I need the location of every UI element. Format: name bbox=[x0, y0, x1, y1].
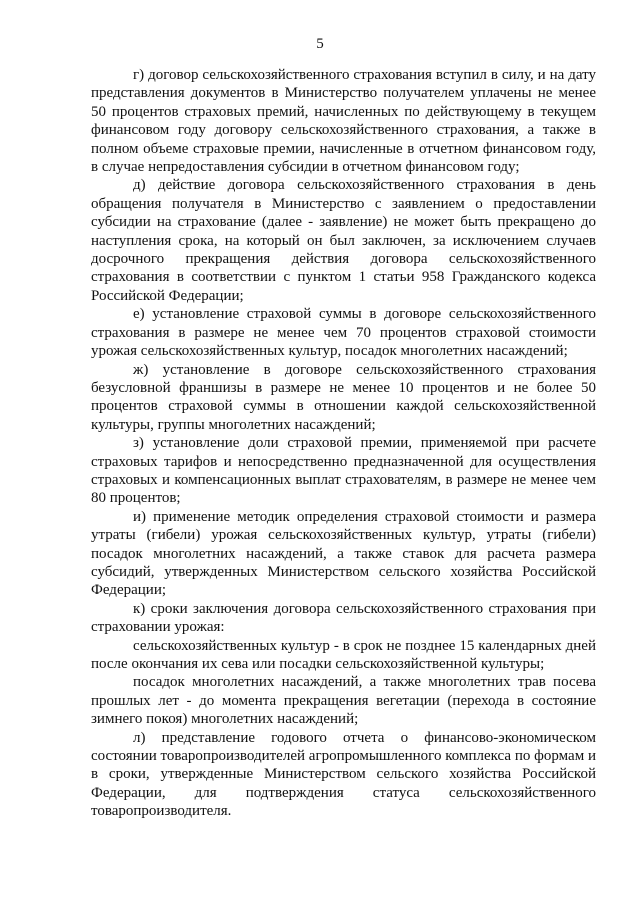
paragraph-l: л) представление годового отчета о финансово-экономическом состоянии товаропроизводителей агропромышленного комплекса по формам и в сроки, утвержденные Министерством сельского хозяйства Российской Федерации, для подтверждения статуса сельскохозяйственного товаропроизводителя. bbox=[91, 729, 596, 820]
paragraph-zh: ж) установление в договоре сельскохозяйственного страхования безусловной франшизы в размере не менее 10 процентов и не более 50 процентов страховой суммы в отношении каждой сельскохозяйственной культуры, группы многолетних насаждений; bbox=[91, 361, 596, 433]
page-number: 5 bbox=[316, 36, 324, 52]
document-body bbox=[91, 66, 596, 821]
paragraph-e: е) установление страховой суммы в договоре сельскохозяйственного страхования в размере не менее чем 70 процентов страховой стоимости урожая сельскохозяйственных культур, посадок многолетних насаждений; bbox=[91, 306, 596, 360]
paragraph-k: к) сроки заключения договора сельскохозяйственного страхования при страховании урожая: bbox=[91, 600, 596, 636]
paragraph-i: и) применение методик определения страховой стоимости и размера утраты (гибели) урожая сельскохозяйственных культур, утраты (гибели) посадок многолетних насаждений, а также ставок для расчета размера субсидий, утвержденных Министерством сельского хозяйства Российской Федерации; bbox=[91, 508, 596, 599]
paragraph-g: г) договор сельскохозяйственного страхования вступил в силу, и на дату представления документов в Министерство получателем уплачены не менее 50 процентов страховых премий, начисленных по действующему в текущем финансовом году договору сельскохозяйственного страхования, а также в полном объеме страховые премии, начисленные в отчетном финансовом году, в случае непредоставления субсидии в отчетном финансовом году; bbox=[91, 67, 596, 176]
paragraph-k-crops: сельскохозяйственных культур - в срок не позднее 15 календарных дней после окончания их сева или посадки сельскохозяйственной культуры; bbox=[91, 637, 596, 672]
paragraph-k-perennials: посадок многолетних насаждений, а также многолетних трав посева прошлых лет - до момента прекращения вегетации (перехода в состояние зимнего покоя) многолетних насаждений; bbox=[91, 674, 596, 728]
paragraph-z: з) установление доли страховой премии, применяемой при расчете страховых тарифов и непосредственно предназначенной для осуществления страховых и компенсационных выплат страхователям, в размере не менее чем 80 процентов; bbox=[91, 435, 596, 507]
paragraph-d: д) действие договора сельскохозяйственного страхования в день обращения получателя в Министерство с заявлением о предоставлении субсидии на страхование (далее - заявление) не может быть прекращено до наступления срока, на который он был заключен, за исключением случаев досрочного прекращения действия договора сельскохозяйственного страхования в соответствии с пунктом 1 статьи 958 Гражданского кодекса Российской Федерации; bbox=[91, 177, 596, 304]
